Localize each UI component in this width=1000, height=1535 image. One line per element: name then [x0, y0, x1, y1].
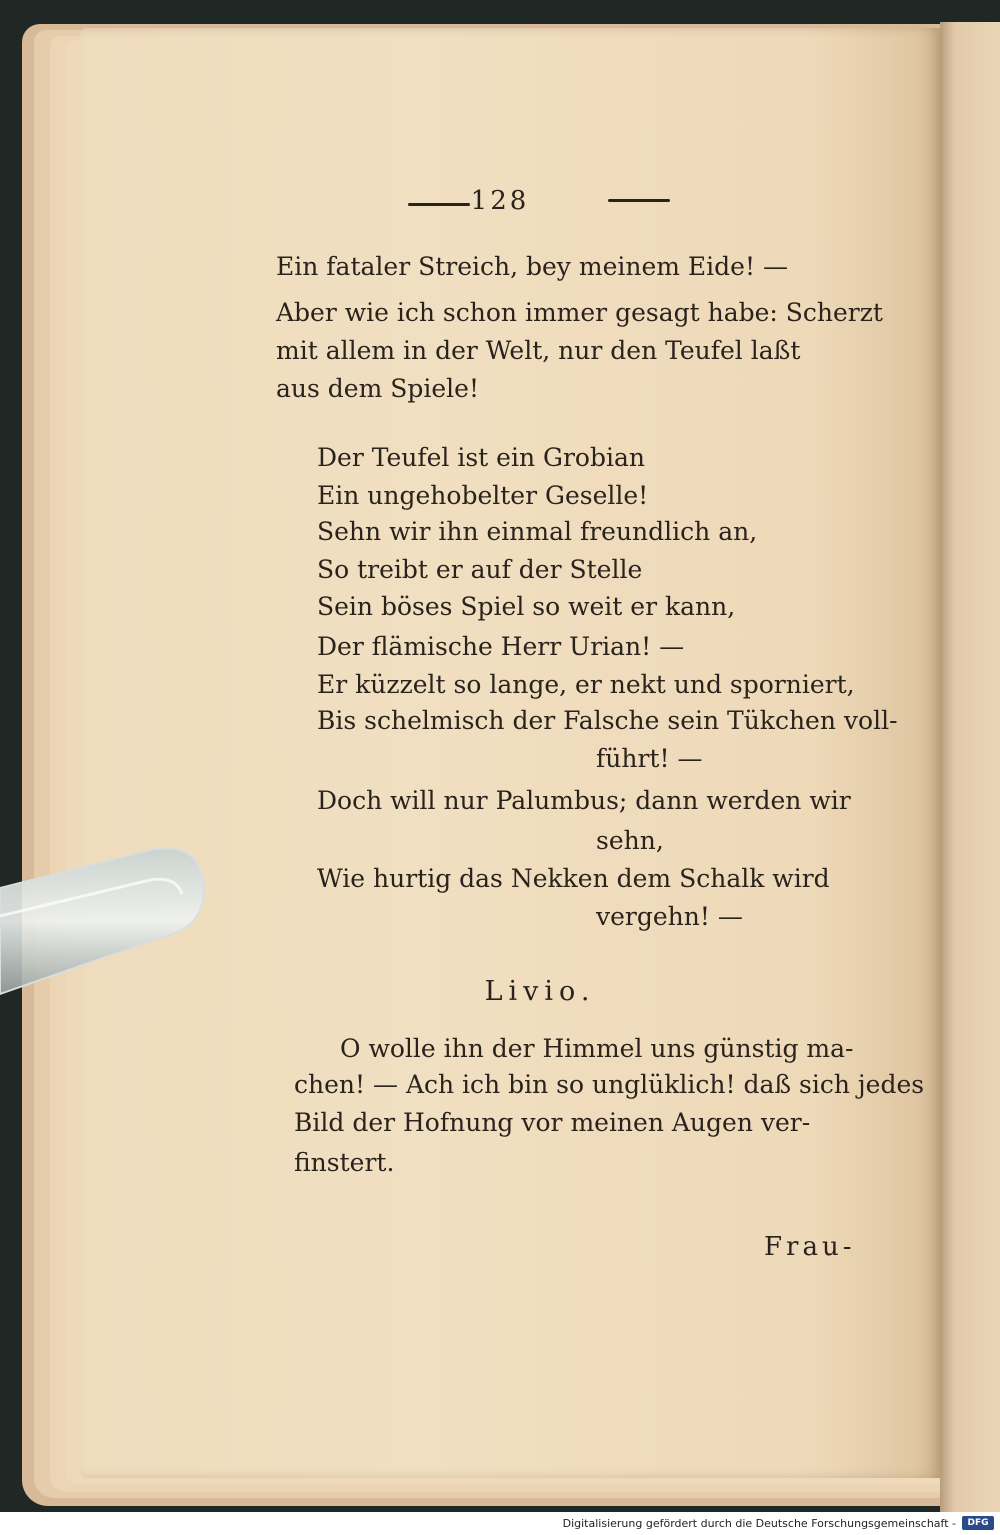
facing-page-edge	[940, 22, 1000, 1512]
prose-line: Ein fataler Streich, bey meinem Eide! —	[276, 252, 788, 281]
scan-credit-text: Digitalisierung gefördert durch die Deutsche Forschungsgemeinschaft -	[562, 1517, 956, 1530]
verse-line: Er küzzelt so lange, er nekt und sporniert,	[317, 670, 855, 699]
verse-line: Ein ungehobelter Geselle!	[317, 481, 649, 510]
verse-line: Sein böses Spiel so weit er kann,	[317, 592, 736, 621]
speech-line: Bild der Hofnung vor meinen Augen ver-	[294, 1108, 811, 1137]
verse-line-continuation: vergehn! —	[596, 902, 743, 931]
page-clip-graphic	[0, 846, 205, 1006]
verse-line: Doch will nur Palumbus; dann werden wir	[317, 786, 851, 815]
verse-line: Der Teufel ist ein Grobian	[317, 443, 645, 472]
prose-line: mit allem in der Welt, nur den Teufel laßt	[276, 336, 801, 365]
catchword: Frau-	[764, 1232, 856, 1262]
header-ornament-right	[608, 199, 670, 202]
verse-line: Bis schelmisch der Falsche sein Tükchen voll-	[317, 706, 898, 735]
page-number: 128	[470, 186, 530, 216]
scan-credit-bar	[0, 1512, 1000, 1535]
verse-line: So treibt er auf der Stelle	[317, 555, 643, 584]
verse-line: Der flämische Herr Urian! —	[317, 632, 685, 661]
prose-line: Aber wie ich schon immer gesagt habe: Scherzt	[276, 298, 883, 327]
dfg-logo: DFG	[962, 1516, 994, 1530]
speech-line: finstert.	[294, 1148, 395, 1177]
verse-line-continuation: führt! —	[596, 744, 703, 773]
verse-line-continuation: sehn,	[596, 826, 664, 855]
speech-line: chen! — Ach ich bin so unglüklich! daß sich jedes	[294, 1070, 925, 1099]
prose-line: aus dem Spiele!	[276, 374, 479, 403]
speaker-name: Livio.	[484, 976, 596, 1007]
speech-line: O wolle ihn der Himmel uns günstig ma-	[340, 1034, 854, 1063]
verse-line: Sehn wir ihn einmal freundlich an,	[317, 517, 758, 546]
page-clip	[0, 846, 205, 1006]
verse-line: Wie hurtig das Nekken dem Schalk wird	[317, 864, 830, 893]
